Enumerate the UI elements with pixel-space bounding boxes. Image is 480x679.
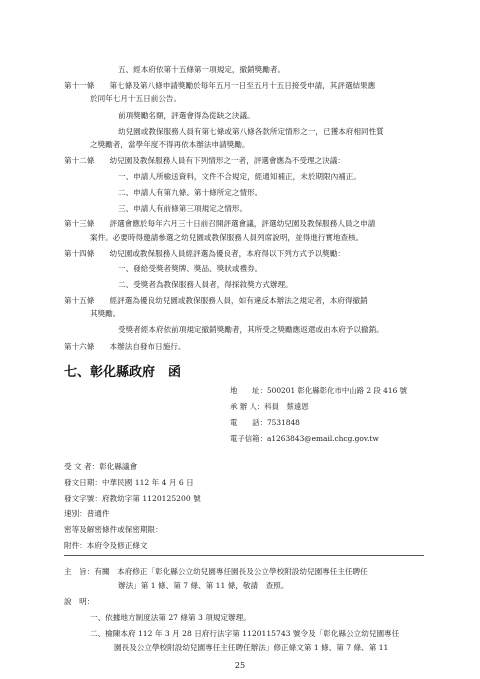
article-line: 前項獎勵名額，評選會得為從缺之決議。: [118, 111, 255, 120]
subject-line: 辦法」第 1 條、第 7 條、第 11 條，敬請 查照。: [118, 581, 289, 590]
article-line: 之獎勵者，當學年度不得再依本辦法申請獎勵。: [90, 140, 250, 149]
explanation-line: 園長及公立學校附設幼兒園專任主任聘任辦法」修正條文第 1 條、第 7 條、第 11: [114, 643, 389, 652]
article-line: 於同年七月十五日前公告。: [90, 94, 182, 103]
article-line: 一、申請人所檢送資料，文件不合規定，經通知補正，未於期限內補正。: [118, 172, 361, 181]
section-title: 七、彰化縣政府 函: [64, 365, 182, 380]
article-line: 其獎勵。: [90, 309, 121, 318]
page-number: 25: [234, 661, 246, 670]
contact-handler: 承 辦 人：科員 蔡遠恩: [230, 402, 309, 411]
doc-recipient: 受 文 者：彰化縣議會: [64, 462, 138, 471]
doc-date: 發文日期：中華民國 112 年 4 月 6 日: [64, 478, 194, 487]
article-line: 受獎者經本府依前項規定撤銷獎勵者，其所受之獎勵應返還或由本府予以撤銷。: [118, 325, 384, 334]
doc-attachment: 附件：本府令及修正條文: [64, 541, 148, 550]
doc-speed: 速別：普通件: [64, 509, 110, 518]
article-line: 第十六條 本辦法自發布日施行。: [64, 342, 186, 351]
divider: [64, 555, 424, 556]
article-line: 幼兒園或教保服務人員有第七條或第八條各款所定情形之一，已獲本府相同性質: [118, 127, 384, 136]
article-line: 二、申請人有第九條、第十條所定之情形。: [118, 188, 263, 197]
article-line: 第十二條 幼兒園及教保服務人員有下列情形之一者，評選會應為不受理之決議：: [64, 156, 345, 165]
article-line: 第十一條 第七條及第八條申請獎勵於每年五月一日至五月十五日接受申請，其評選結果應: [64, 81, 376, 90]
doc-number: 發文字號：府教幼字第 1120125200 號: [64, 494, 201, 503]
article-line: 案件。必要時得邀請參選之幼兒園或教保服務人員列席說明，並得進行實地查核。: [90, 233, 364, 242]
explanation-line: 二、檢陳本府 112 年 3 月 28 日府行法字第 1120115743 號令及「彰化縣公立幼兒園專任: [90, 629, 400, 638]
article-line: 第十四條 幼兒園或教保服務人員經評選為優良者，本府得以下列方式予以獎勵：: [64, 249, 345, 258]
contact-address: 地 址：500201 彰化縣彰化市中山路 2 段 416 號: [230, 386, 408, 395]
subject-line: 主 旨：有關 本府修正「彰化縣公立幼兒園專任園長及公立學校附設幼兒園專任主任聘任: [64, 567, 368, 576]
article-line: 一、發給受獎者獎牌、獎品、獎狀或禮券。: [118, 264, 263, 273]
article-line: 三、申請人有前條第三項規定之情形。: [118, 204, 248, 213]
explanation-line: 一、依據地方制度法第 27 條第 3 項規定辦理。: [90, 613, 251, 622]
article-line: 二、受獎者為教保服務人員者，得採敘獎方式辦理。: [118, 280, 293, 289]
doc-security: 密等及解密條件或保密期限：: [64, 525, 163, 534]
contact-email: 電子信箱：a1263843@email.chcg.gov.tw: [230, 434, 379, 443]
article-line: 第十五條 經評選為優良幼兒園或教保服務人員，如有違反本辦法之規定者，本府得撤銷: [64, 296, 368, 305]
explanation-label: 說 明：: [64, 597, 95, 606]
contact-phone: 電 話：7531848: [230, 418, 300, 427]
article-line: 第十三條 評選會應於每年六月三十日前召開評選會議，評選幼兒園及教保服務人員之申請: [64, 219, 376, 228]
article-line: 五、經本府依第十五條第一項規定，撤銷獎勵者。: [118, 65, 286, 74]
